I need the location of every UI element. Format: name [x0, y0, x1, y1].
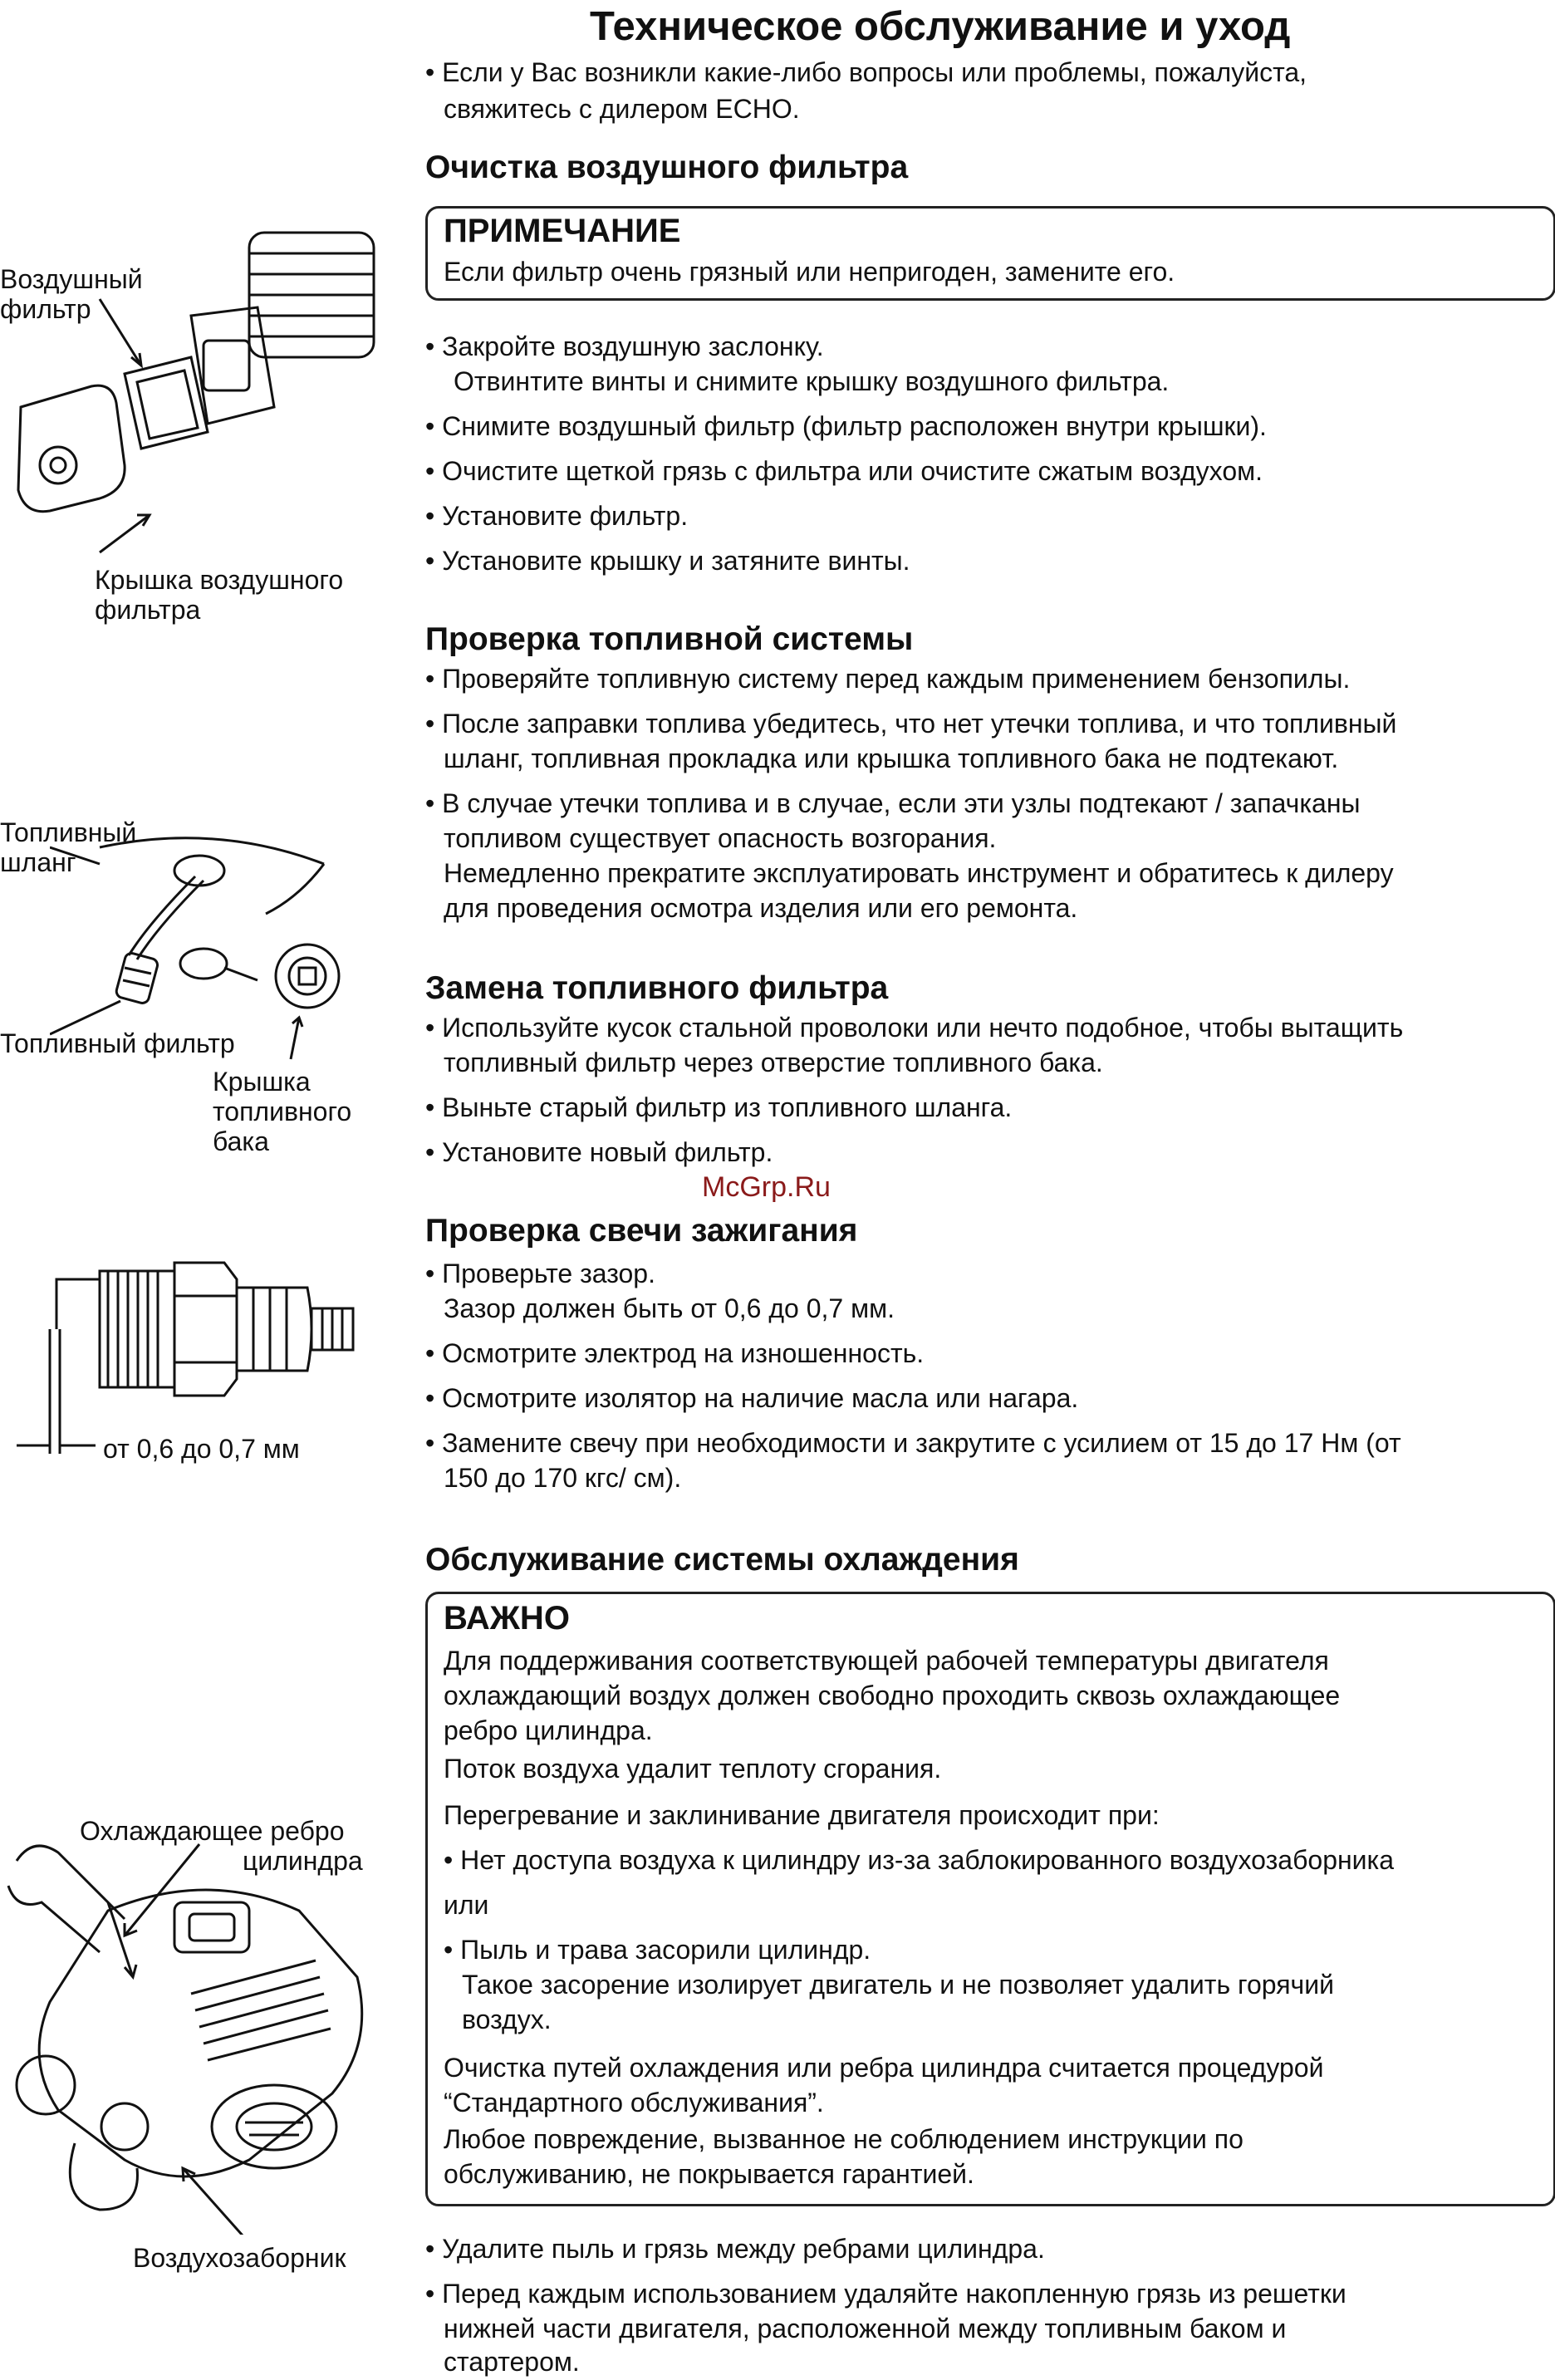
imp-line-13: Любое повреждение, вызванное не соблюдением инструкции по [444, 2124, 1244, 2154]
sp-item-2: • Осмотрите электрод на изношенность. [425, 1338, 925, 1368]
spark-plug-heading: Проверка свечи зажигания [425, 1213, 858, 1249]
intro-line-2: свяжитесь с дилером ECHO. [444, 94, 800, 124]
air-step-2: • Снимите воздушный фильтр (фильтр расположен внутри крышки). [425, 411, 1267, 441]
note-title: ПРИМЕЧАНИЕ [444, 213, 681, 249]
imp-line-2: охлаждающий воздух должен свободно проходить сквозь охлаждающее [444, 1681, 1341, 1710]
sp-item-4b: 150 до 170 кгс/ см). [444, 1463, 682, 1493]
imp-line-8: • Пыль и трава засорили цилиндр. [444, 1935, 871, 1965]
fuel-item-1: • Проверяйте топливную систему перед каждым применением бензопилы. [425, 664, 1351, 694]
imp-line-3: ребро цилиндра. [444, 1715, 653, 1745]
air-step-4: • Установите фильтр. [425, 501, 689, 531]
fuel-item-3b: топливом существует опасность возгорания. [444, 823, 997, 853]
imp-line-4: Поток воздуха удалит теплоту сгорания. [444, 1754, 942, 1784]
label-fuel-cap-3: бака [213, 1126, 269, 1156]
air-filter-illustration [0, 216, 415, 565]
spark-plug-illustration [17, 1254, 382, 1462]
cool-step-2c: стартером. [444, 2347, 580, 2377]
imp-line-7: или [444, 1890, 489, 1920]
fuel-item-2b: шланг, топливная прокладка или крышка топливного бака не подтекают. [444, 743, 1339, 773]
intro-line-1: • Если у Вас возникли какие-либо вопросы или проблемы, пожалуйста, [425, 57, 1307, 87]
imp-line-14: обслуживанию, не покрывается гарантией. [444, 2159, 974, 2189]
air-step-1: • Закройте воздушную заслонку. [425, 331, 824, 361]
label-fuel-cap-2: топливного [213, 1097, 352, 1126]
imp-line-9: Такое засорение изолирует двигатель и не позволяет удалить горячий [462, 1970, 1334, 2000]
sp-item-3: • Осмотрите изолятор на наличие масла или нагара. [425, 1383, 1079, 1413]
imp-line-1: Для поддерживания соответствующей рабочей температуры двигателя [444, 1646, 1329, 1676]
imp-line-5: Перегревание и заклинивание двигателя происходит при: [444, 1800, 1160, 1830]
cooling-heading: Обслуживание системы охлаждения [425, 1542, 1019, 1578]
label-air-cover-2: фильтра [95, 595, 201, 625]
fuel-item-3: • В случае утечки топлива и в случае, если эти узлы подтекают / запачканы [425, 788, 1361, 818]
label-air-filter-1: Воздушный [0, 264, 143, 294]
label-fuel-hose-2: шланг [0, 847, 76, 877]
spark-gap-label: от 0,6 до 0,7 мм [103, 1434, 300, 1464]
fuel-system-heading: Проверка топливной системы [425, 621, 914, 657]
label-air-intake: Воздухозаборник [133, 2243, 346, 2273]
fuel-system-illustration [50, 831, 365, 1063]
label-fuel-hose-1: Топливный [0, 817, 137, 847]
label-cooling-fin-1: Охлаждающее ребро [80, 1816, 345, 1846]
sp-item-4: • Замените свечу при необходимости и закрутите с усилием от 15 до 17 Нм (от [425, 1428, 1401, 1458]
cool-step-2: • Перед каждым использованием удаляйте накопленную грязь из решетки [425, 2279, 1347, 2309]
cool-step-2b: нижней части двигателя, расположенной между топливным баком и [444, 2314, 1287, 2343]
air-step-5: • Установите крышку и затяните винты. [425, 546, 910, 576]
ff-item-3: • Установите новый фильтр. [425, 1137, 773, 1167]
fuel-filter-heading: Замена топливного фильтра [425, 970, 889, 1006]
page-title: Техническое обслуживание и уход [590, 4, 1291, 49]
imp-line-6: • Нет доступа воздуха к цилиндру из-за заблокированного воздухозаборника [444, 1845, 1395, 1875]
label-air-filter-2: фильтр [0, 294, 91, 324]
important-title: ВАЖНО [444, 1600, 570, 1637]
imp-line-11: Очистка путей охлаждения или ребра цилиндра считается процедурой [444, 2053, 1324, 2083]
label-air-cover-1: Крышка воздушного [95, 565, 344, 595]
sp-item-1b: Зазор должен быть от 0,6 до 0,7 мм. [444, 1293, 895, 1323]
fuel-item-3c: Немедленно прекратите эксплуатировать инструмент и обратитесь к дилеру [444, 858, 1394, 888]
watermark: McGrp.Ru [702, 1171, 831, 1203]
ff-item-1b: топливный фильтр через отверстие топливного бака. [444, 1048, 1103, 1077]
air-step-1b: Отвинтите винты и снимите крышку воздушного фильтра. [454, 366, 1170, 396]
label-fuel-filter: Топливный фильтр [0, 1028, 235, 1058]
ff-item-2: • Выньте старый фильтр из топливного шланга. [425, 1092, 1013, 1122]
fuel-item-3d: для проведения осмотра изделия или его ремонта. [444, 893, 1078, 923]
label-fuel-cap-1: Крышка [213, 1067, 311, 1097]
engine-illustration [0, 1811, 390, 2235]
imp-line-12: “Стандартного обслуживания”. [444, 2088, 824, 2117]
air-filter-heading: Очистка воздушного фильтра [425, 150, 909, 185]
label-cooling-fin-2: цилиндра [243, 1846, 363, 1876]
air-step-3: • Очистите щеткой грязь с фильтра или очистите сжатым воздухом. [425, 456, 1263, 486]
fuel-item-2: • После заправки топлива убедитесь, что нет утечки топлива, и что топливный [425, 709, 1397, 739]
cool-step-1: • Удалите пыль и грязь между ребрами цилиндра. [425, 2234, 1045, 2264]
imp-line-10: воздух. [462, 2005, 552, 2034]
sp-item-1: • Проверьте зазор. [425, 1259, 655, 1288]
ff-item-1: • Используйте кусок стальной проволоки или нечто подобное, чтобы вытащить [425, 1013, 1404, 1043]
note-text: Если фильтр очень грязный или непригоден, замените его. [444, 257, 1175, 287]
